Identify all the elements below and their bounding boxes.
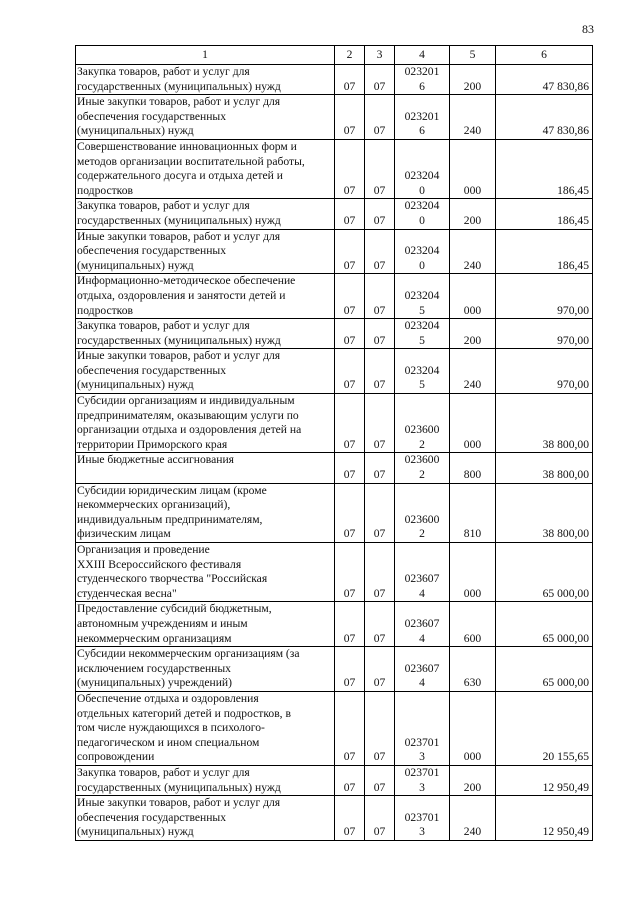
description-line: Иные закупки товаров, работ и услуг для: [77, 796, 281, 810]
code-part-2: 0: [419, 183, 425, 197]
code-part-2: 5: [419, 378, 425, 392]
section-code: 07: [335, 349, 365, 394]
subsection-code: 07: [365, 394, 395, 453]
description-line: организации отдыха и оздоровления детей на: [77, 423, 302, 437]
expense-type-code: 000: [450, 274, 496, 319]
amount: 38 800,00: [496, 453, 593, 483]
description-line: (муниципальных) нужд: [77, 378, 194, 392]
expense-type-code: 800: [450, 453, 496, 483]
description-line: Предоставление субсидий бюджетным,: [77, 602, 272, 616]
description-line: Информационно-методическое обеспечение: [77, 274, 296, 288]
description-line: предпринимателям, оказывающим услуги по: [77, 408, 299, 422]
amount: 38 800,00: [496, 483, 593, 542]
amount: 47 830,86: [496, 65, 593, 95]
row-description: [76, 65, 335, 95]
row-description: [76, 394, 335, 453]
table-row: [76, 765, 593, 795]
code-part-1: 023204: [404, 169, 440, 183]
amount: 186,45: [496, 139, 593, 198]
subsection-code: 07: [365, 229, 395, 274]
expense-type-code: 200: [450, 319, 496, 349]
table-row: [76, 319, 593, 349]
subsection-code: 07: [365, 453, 395, 483]
amount: 65 000,00: [496, 647, 593, 692]
amount: 65 000,00: [496, 602, 593, 647]
expense-type-code: 600: [450, 602, 496, 647]
section-code: 07: [335, 139, 365, 198]
expense-type-code: 810: [450, 483, 496, 542]
table-row: [76, 453, 593, 483]
description-line: Организация и проведение: [77, 543, 210, 556]
subsection-code: 07: [365, 319, 395, 349]
code-part-1: 023600: [404, 453, 440, 467]
description-line: том числе нуждающихся в психолого-: [77, 721, 265, 735]
code-part-2: 0: [419, 213, 425, 227]
target-article-code: [395, 647, 450, 692]
code-part-1: 023607: [404, 661, 440, 675]
description-line: (муниципальных) нужд: [77, 825, 194, 839]
code-part-2: 3: [419, 825, 425, 839]
description-line: студенческого творчества "Российская: [77, 572, 268, 586]
description-line: Иные закупки товаров, работ и услуг для: [77, 349, 281, 363]
section-code: 07: [335, 199, 365, 229]
description-line: отдыха, оздоровления и занятости детей и: [77, 288, 286, 302]
code-part-1: 023201: [404, 65, 440, 78]
subsection-code: 07: [365, 274, 395, 319]
code-part-1: 023701: [404, 735, 440, 749]
description-line: (муниципальных) нужд: [77, 258, 194, 272]
description-line: исключением государственных: [77, 661, 231, 675]
subsection-code: 07: [365, 602, 395, 647]
code-part-2: 6: [419, 79, 425, 93]
code-part-1: 023607: [404, 616, 440, 630]
description-line: Закупка товаров, работ и услуг для: [77, 765, 250, 779]
code-part-1: 023600: [404, 423, 440, 437]
expense-type-code: 630: [450, 647, 496, 692]
table-row: [76, 691, 593, 765]
description-line: Закупка товаров, работ и услуг для: [77, 199, 250, 213]
description-line: государственных (муниципальных) нужд: [77, 213, 281, 227]
section-code: 07: [335, 274, 365, 319]
description-line: территории Приморского края: [77, 437, 228, 451]
row-description: [76, 199, 335, 229]
description-line: обеспечения государственных: [77, 244, 227, 258]
table-row: [76, 602, 593, 647]
target-article-code: [395, 602, 450, 647]
subsection-code: 07: [365, 349, 395, 394]
code-part-1: 023701: [404, 765, 440, 779]
code-part-1: 023204: [404, 363, 440, 377]
section-code: 07: [335, 796, 365, 841]
description-line: обеспечения государственных: [77, 363, 227, 377]
amount: 186,45: [496, 229, 593, 274]
table-row: [76, 394, 593, 453]
amount: 970,00: [496, 349, 593, 394]
subsection-code: 07: [365, 543, 395, 602]
row-description: [76, 319, 335, 349]
expense-type-code: 000: [450, 543, 496, 602]
description-line: Закупка товаров, работ и услуг для: [77, 65, 250, 78]
description-line: обеспечения государственных: [77, 810, 227, 824]
description-line: Субсидии организациям и индивидуальным: [77, 394, 295, 408]
code-part-2: 4: [419, 676, 425, 690]
code-part-1: 023204: [404, 244, 440, 258]
target-article-code: [395, 765, 450, 795]
subsection-code: 07: [365, 199, 395, 229]
header-row: [76, 46, 593, 65]
code-part-1: 023701: [404, 810, 440, 824]
section-code: 07: [335, 543, 365, 602]
code-part-2: 2: [419, 468, 425, 482]
subsection-code: 07: [365, 139, 395, 198]
code-part-1: 023607: [404, 572, 440, 586]
subsection-code: 07: [365, 95, 395, 140]
code-part-1: 023204: [404, 319, 440, 333]
row-description: [76, 602, 335, 647]
description-line: подростков: [77, 303, 133, 317]
target-article-code: [395, 139, 450, 198]
target-article-code: [395, 319, 450, 349]
code-part-1: 023600: [404, 512, 440, 526]
amount: 47 830,86: [496, 95, 593, 140]
row-description: [76, 765, 335, 795]
expense-type-code: 240: [450, 95, 496, 140]
code-part-2: 3: [419, 750, 425, 764]
section-code: 07: [335, 647, 365, 692]
target-article-code: [395, 349, 450, 394]
description-line: индивидуальным предпринимателям,: [77, 512, 263, 526]
row-description: [76, 95, 335, 140]
row-description: [76, 139, 335, 198]
description-line: Субсидии некоммерческим организациям (за: [77, 647, 300, 661]
expense-type-code: 000: [450, 139, 496, 198]
header-col-1: 1: [76, 46, 335, 65]
row-description: [76, 453, 335, 483]
code-part-2: 6: [419, 124, 425, 138]
section-code: 07: [335, 95, 365, 140]
description-line: Закупка товаров, работ и услуг для: [77, 319, 250, 333]
table-row: [76, 95, 593, 140]
target-article-code: [395, 199, 450, 229]
code-part-1: 023204: [404, 288, 440, 302]
target-article-code: [395, 65, 450, 95]
table-row: [76, 199, 593, 229]
subsection-code: 07: [365, 65, 395, 95]
target-article-code: [395, 796, 450, 841]
section-code: 07: [335, 602, 365, 647]
section-code: 07: [335, 394, 365, 453]
description-line: Субсидии юридическим лицам (кроме: [77, 483, 267, 497]
section-code: 07: [335, 453, 365, 483]
row-description: [76, 796, 335, 841]
description-line: Иные закупки товаров, работ и услуг для: [77, 95, 281, 109]
subsection-code: 07: [365, 796, 395, 841]
target-article-code: [395, 95, 450, 140]
table-row: [76, 65, 593, 95]
code-part-2: 4: [419, 586, 425, 600]
code-part-1: 023201: [404, 109, 440, 123]
amount: 38 800,00: [496, 394, 593, 453]
budget-table: [75, 45, 593, 841]
header-col-4: 4: [395, 46, 450, 65]
subsection-code: 07: [365, 765, 395, 795]
target-article-code: [395, 394, 450, 453]
description-line: методов организации воспитательной работы,: [77, 154, 305, 168]
code-part-2: 5: [419, 303, 425, 317]
description-line: [77, 468, 333, 483]
target-article-code: [395, 543, 450, 602]
row-description: [76, 229, 335, 274]
description-line: студенческая весна": [77, 586, 177, 600]
header-col-6: 6: [496, 46, 593, 65]
description-line: подростков: [77, 183, 133, 197]
expense-type-code: 000: [450, 394, 496, 453]
amount: 20 155,65: [496, 691, 593, 765]
amount: 970,00: [496, 319, 593, 349]
expense-type-code: 240: [450, 349, 496, 394]
code-part-2: 2: [419, 527, 425, 541]
row-description: [76, 349, 335, 394]
description-line: сопровождении: [77, 750, 155, 764]
code-part-2: 5: [419, 333, 425, 347]
subsection-code: 07: [365, 691, 395, 765]
description-line: (муниципальных) учреждений): [77, 676, 232, 690]
section-code: 07: [335, 483, 365, 542]
code-part-2: 0: [419, 258, 425, 272]
code-part-1: 023204: [404, 199, 440, 213]
section-code: 07: [335, 65, 365, 95]
table-row: [76, 139, 593, 198]
amount: 12 950,49: [496, 796, 593, 841]
expense-type-code: 200: [450, 765, 496, 795]
description-line: Иные бюджетные ассигнования: [77, 453, 234, 467]
target-article-code: [395, 691, 450, 765]
section-code: 07: [335, 319, 365, 349]
description-line: государственных (муниципальных) нужд: [77, 333, 281, 347]
expense-type-code: 200: [450, 199, 496, 229]
table-row: [76, 349, 593, 394]
table-row: [76, 274, 593, 319]
row-description: [76, 274, 335, 319]
description-line: автономным учреждениям и иным: [77, 616, 248, 630]
amount: 186,45: [496, 199, 593, 229]
subsection-code: 07: [365, 483, 395, 542]
code-part-2: 3: [419, 780, 425, 794]
description-line: отдельных категорий детей и подростков, в: [77, 706, 291, 720]
header-col-5: 5: [450, 46, 496, 65]
target-article-code: [395, 229, 450, 274]
expense-type-code: 240: [450, 229, 496, 274]
section-code: 07: [335, 765, 365, 795]
table-row: [76, 229, 593, 274]
code-part-2: 4: [419, 631, 425, 645]
description-line: физическим лицам: [77, 527, 171, 541]
table-row: [76, 796, 593, 841]
section-code: 07: [335, 691, 365, 765]
row-description: [76, 483, 335, 542]
target-article-code: [395, 274, 450, 319]
section-code: 07: [335, 229, 365, 274]
target-article-code: [395, 483, 450, 542]
description-line: некоммерческим организациям: [77, 631, 232, 645]
row-description: [76, 691, 335, 765]
subsection-code: 07: [365, 647, 395, 692]
target-article-code: [395, 453, 450, 483]
header-col-2: 2: [335, 46, 365, 65]
description-line: (муниципальных) нужд: [77, 124, 194, 138]
expense-type-code: 000: [450, 691, 496, 765]
description-line: государственных (муниципальных) нужд: [77, 79, 281, 93]
description-line: XXIII Всероссийского фестиваля: [77, 557, 242, 571]
description-line: государственных (муниципальных) нужд: [77, 780, 281, 794]
description-line: педагогическом и ином специальном: [77, 735, 260, 749]
description-line: некоммерческих организаций),: [77, 498, 231, 512]
description-line: Совершенствование инновационных форм и: [77, 139, 297, 153]
description-line: содержательного досуга и отдыха детей и: [77, 169, 283, 183]
code-part-2: 2: [419, 437, 425, 451]
table-row: [76, 543, 593, 602]
expense-type-code: 240: [450, 796, 496, 841]
table-row: [76, 483, 593, 542]
description-line: Иные закупки товаров, работ и услуг для: [77, 229, 281, 243]
page-number: 83: [582, 22, 594, 36]
amount: 12 950,49: [496, 765, 593, 795]
row-description: [76, 647, 335, 692]
description-line: обеспечения государственных: [77, 109, 227, 123]
header-col-3: 3: [365, 46, 395, 65]
expense-type-code: 200: [450, 65, 496, 95]
row-description: [76, 543, 335, 602]
amount: 970,00: [496, 274, 593, 319]
amount: 65 000,00: [496, 543, 593, 602]
description-line: Обеспечение отдыха и оздоровления: [77, 691, 259, 705]
table-row: [76, 647, 593, 692]
